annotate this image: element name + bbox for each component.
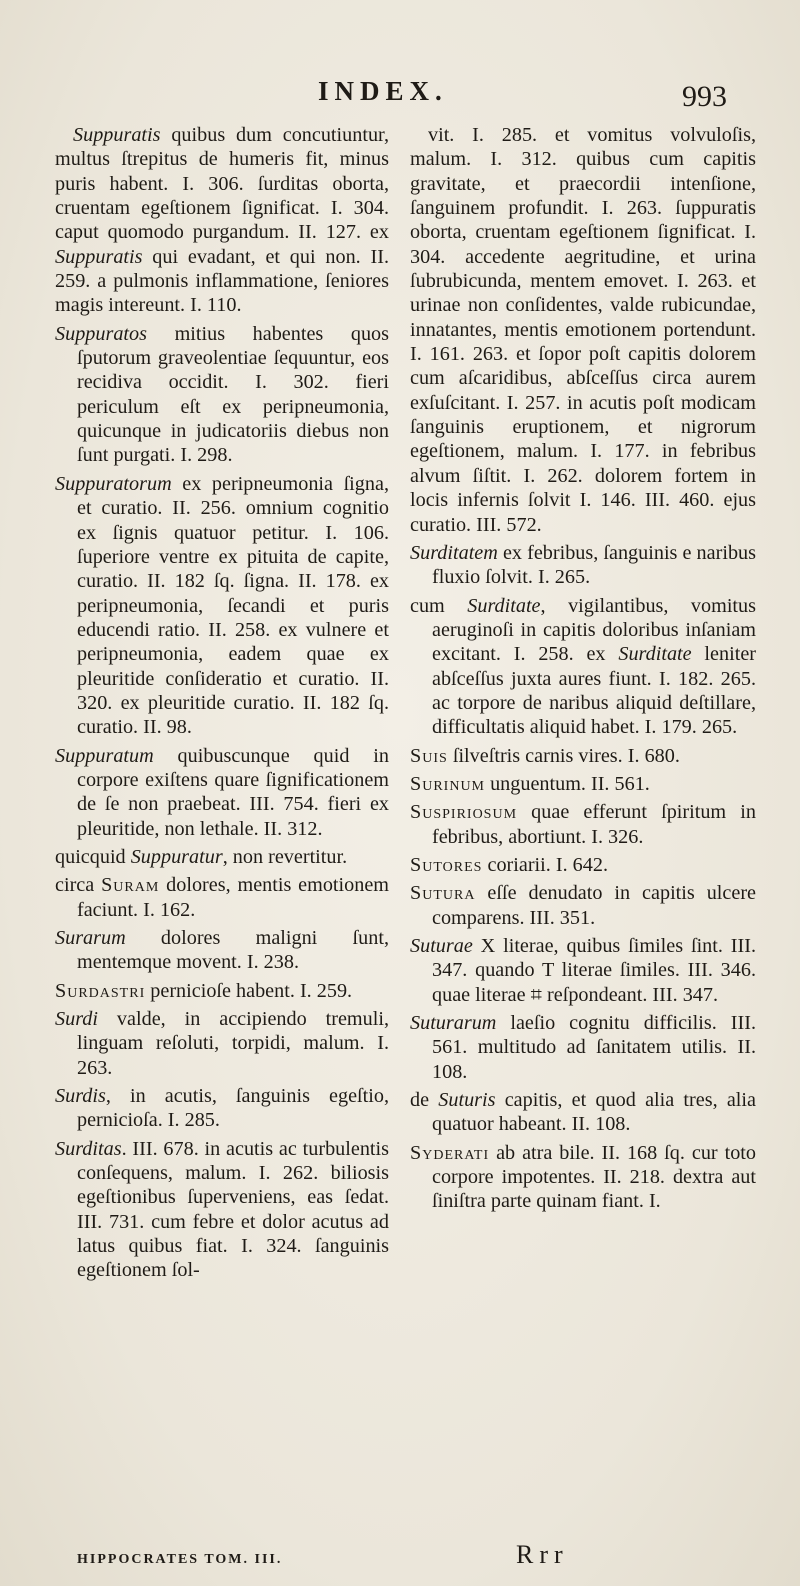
index-entry: Surinum unguentum. II. 561. bbox=[410, 772, 650, 795]
page-number: 993 bbox=[682, 80, 727, 113]
index-entry: Surdi valde, in accipiendo tremuli, linguam reſoluti, torpidi, malum. I. 263. bbox=[55, 1008, 389, 1079]
index-entry: Surditas. III. 678. in acutis ac turbulentis conſequens, malum. I. 262. biliosis egeſtionibus ſuperveniens, eas ſedat. III. 731. cum febre et dolor acutus ad latus quibus fiat. I. 324. ſanguinis egeſtionem ſol- bbox=[55, 1137, 389, 1282]
index-entry: Suspiriosum quae efferunt ſpiritum in febribus, abortiunt. I. 326. bbox=[410, 801, 756, 848]
index-entry: de Suturis capitis, et quod alia tres, alia quatuor habeant. II. 108. bbox=[410, 1089, 756, 1136]
index-entry: Surditatem ex febribus, ſanguinis e naribus fluxio ſolvit. I. 265. bbox=[410, 541, 756, 589]
index-entry: Suturae X literae, quibus ſimiles ſint. III. 347. quando T literae ſimiles. III. 346. quae literae ⌗ reſpondeant. III. 347. bbox=[410, 935, 756, 1006]
index-entry: Surdastri pernicioſe habent. I. 259. bbox=[55, 979, 353, 1002]
index-entry: Suis ſilveſtris carnis vires. I. 680. bbox=[410, 744, 680, 767]
index-entry: Suppuratos mitius habentes quos ſputorum graveolentiae ſequuntur, eos recidiva occidit. I. 302. fieri periculum eſt ex peripneumonia, quicunque in judicatoriis diebus non ſunt purgati. I. 298. bbox=[55, 322, 389, 467]
index-entry: Syderati ab atra bile. II. 168 ſq. cur toto corpore impotentes. II. 218. dextra aut ſiniſtra parte quinam fiant. I. bbox=[410, 1141, 756, 1213]
page-footer bbox=[0, 1540, 800, 1578]
right-column bbox=[410, 123, 756, 1218]
index-entry: Sutores coriarii. I. 642. bbox=[410, 853, 609, 876]
index-entry: Suturarum laeſio cognitu difficilis. III. 561. multitudo ad ſanitatem utilis. II. 108. bbox=[410, 1012, 756, 1083]
left-column bbox=[55, 123, 389, 1287]
index-entry: Suppuratum quibuscunque quid in corpore exiſtens quare ſignificationem de ſe non praebeat. III. 754. fieri ex pleuritide, non lethale. II. 312. bbox=[55, 744, 389, 840]
catchword: Rrr bbox=[516, 1540, 569, 1569]
page-header bbox=[0, 76, 800, 116]
index-entry: circa Suram dolores, mentis emotionem faciunt. I. 162. bbox=[55, 874, 389, 921]
index-entry: Suppuratis quibus dum concutiuntur, multus ſtrepitus de humeris fit, minus puris habent. I. 306. ſurditas oborta, cruentam egeſtionem ſignificat. I. 304. caput quomodo purgandum. II. 127. ex Suppuratis qui evadant, et qui non. II. 259. a pulmonis inflammatione, ſeniores magis intereunt. I. 110. bbox=[55, 124, 389, 317]
index-entry: Surdis, in acutis, ſanguinis egeſtio, pernicioſa. I. 285. bbox=[55, 1085, 389, 1132]
index-entry: cum Surditate, vigilantibus, vomitus aeruginoſi in capitis doloribus inſaniam excitant. I. 258. ex Surditate leniter abſceſſus juxta aures fiunt. I. 182. 265. ac torpore de naribus aliquid deſtillare, difficultatis aliquid habet. I. 179. 265. bbox=[410, 594, 756, 739]
index-entry: quicquid Suppuratur, non revertitur. bbox=[55, 845, 348, 868]
index-entry: vit. I. 285. et vomitus volvuloſis, malum. I. 312. quibus cum capitis gravitate, et praecordii intenſione, ſanguinem profundit. I. 263. ſuppuratis oborta, cruentam egeſtionem ſignificat. I. 304. accedente aegritudine, et urina ſubrubicunda, mentem emovet. I. 263. et urinae non conſidentes, valde rubicundae, innatantes, mentis emotionem portendunt. I. 161. 263. et ſopor poſt capitis dolorem cum aſcaridibus, abſceſſus circa aurem exſuſcitant. I. 257. in acutis poſt modicam ſanguinis eruptionem, et nigrorum egeſtionem, malum. I. 177. in febribus alvum ſiſtit. I. 262. dolorem fortem in locis infernis ſolvit I. 146. III. 460. ejus curatio. III. 572. bbox=[410, 124, 756, 536]
index-entry: Suppuratorum ex peripneumonia ſigna, et curatio. II. 256. omnium cognitio ex ſignis quatuor petitur. I. 106. ſuperiore ventre ex pituita de capite, curatio. II. 182 ſq. ſigna. II. 178. ex peripneumonia, ſecandi et puris educendi ratio. II. 258. ex vulnere et peripneumonia, eadem quae ex pleuritide conſideratio et curatio. II. 320. ex pleuritide curatio. II. 182 ſq. curatio. II. 98. bbox=[55, 472, 389, 739]
index-entry: Sutura eſſe denudato in capitis ulcere comparens. III. 351. bbox=[410, 882, 756, 929]
index-entry: Surarum dolores maligni ſunt, mentemque movent. I. 238. bbox=[55, 927, 389, 974]
signature-line: HIPPOCRATES TOM. III. bbox=[77, 1552, 283, 1567]
running-title: INDEX. bbox=[318, 76, 448, 106]
